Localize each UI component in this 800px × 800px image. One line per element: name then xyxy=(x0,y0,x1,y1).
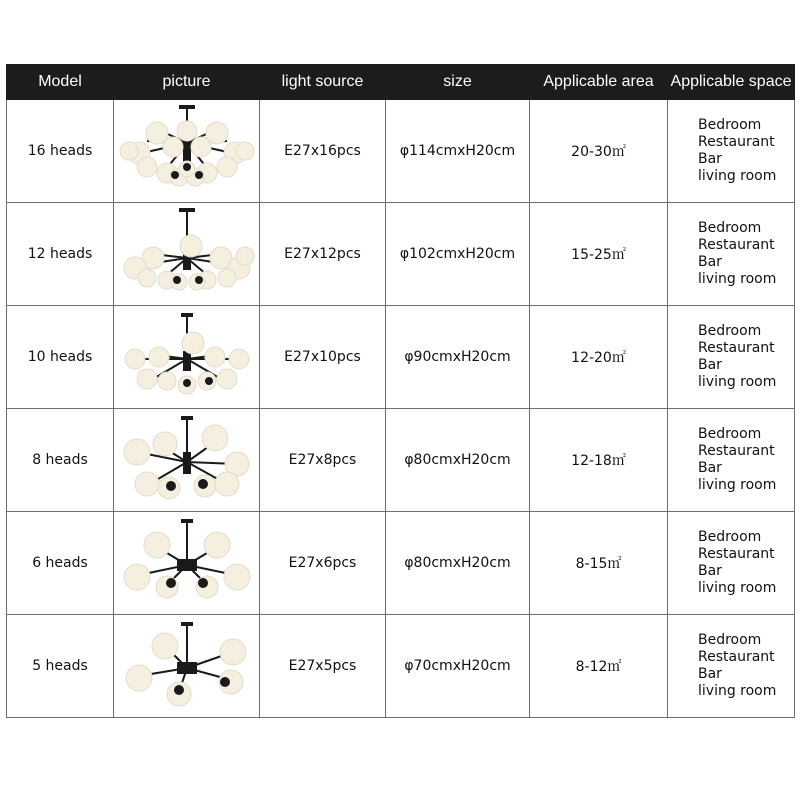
light-source-cell: E27x12pcs xyxy=(260,203,386,306)
space-item: Bedroom xyxy=(698,632,762,648)
picture-cell xyxy=(114,306,260,409)
model-cell: 6 heads xyxy=(7,512,114,615)
area-cell: 15-25㎡ xyxy=(530,203,668,306)
light-source-cell: E27x6pcs xyxy=(260,512,386,615)
chandelier-6-heads-image xyxy=(117,515,257,611)
space-item: Bar xyxy=(698,460,722,476)
light-source-cell: E27x16pcs xyxy=(260,100,386,203)
area-cell: 12-18㎡ xyxy=(530,409,668,512)
light-source-cell: E27x8pcs xyxy=(260,409,386,512)
space-cell xyxy=(668,512,795,615)
space-item: Restaurant xyxy=(698,443,775,459)
size-cell: φ114cmxH20cm xyxy=(386,100,530,203)
space-cell xyxy=(668,409,795,512)
space-item: Bar xyxy=(698,666,722,682)
space-item: Restaurant xyxy=(698,340,775,356)
space-cell xyxy=(668,306,795,409)
table-row xyxy=(7,100,795,203)
header-applicable-area: Applicable area xyxy=(530,65,668,100)
area-cell: 8-15㎡ xyxy=(530,512,668,615)
size-cell: φ70cmxH20cm xyxy=(386,615,530,718)
space-item: Bedroom xyxy=(698,426,762,442)
table-row xyxy=(7,409,795,512)
size-cell: φ80cmxH20cm xyxy=(386,512,530,615)
chandelier-8-heads-image xyxy=(117,412,257,508)
space-item: living room xyxy=(698,683,777,699)
chandelier-10-heads-image xyxy=(117,309,257,405)
model-cell: 5 heads xyxy=(7,615,114,718)
light-source-cell: E27x10pcs xyxy=(260,306,386,409)
header-picture: picture xyxy=(114,65,260,100)
area-cell: 8-12㎡ xyxy=(530,615,668,718)
table-header-row xyxy=(7,65,795,100)
space-item: Bedroom xyxy=(698,529,762,545)
model-cell: 8 heads xyxy=(7,409,114,512)
chandelier-16-heads-image xyxy=(117,103,257,199)
area-cell: 20-30㎡ xyxy=(530,100,668,203)
model-cell: 16 heads xyxy=(7,100,114,203)
space-item: living room xyxy=(698,580,777,596)
table-row xyxy=(7,203,795,306)
space-item: Bedroom xyxy=(698,117,762,133)
space-item: living room xyxy=(698,271,777,287)
product-spec-table xyxy=(6,64,795,718)
header-light-source: light source xyxy=(260,65,386,100)
space-item: Bar xyxy=(698,151,722,167)
table-row xyxy=(7,615,795,718)
header-model: Model xyxy=(7,65,114,100)
header-size: size xyxy=(386,65,530,100)
space-item: living room xyxy=(698,168,777,184)
space-item: Bar xyxy=(698,254,722,270)
picture-cell xyxy=(114,409,260,512)
size-cell: φ80cmxH20cm xyxy=(386,409,530,512)
picture-cell xyxy=(114,203,260,306)
space-item: Bedroom xyxy=(698,220,762,236)
size-cell: φ90cmxH20cm xyxy=(386,306,530,409)
table-row xyxy=(7,512,795,615)
space-item: Bar xyxy=(698,563,722,579)
chandelier-5-heads-image xyxy=(117,618,257,714)
picture-cell xyxy=(114,100,260,203)
space-item: Bar xyxy=(698,357,722,373)
light-source-cell: E27x5pcs xyxy=(260,615,386,718)
chandelier-12-heads-image xyxy=(117,206,257,302)
size-cell: φ102cmxH20cm xyxy=(386,203,530,306)
space-item: Bedroom xyxy=(698,323,762,339)
space-item: living room xyxy=(698,477,777,493)
model-cell: 10 heads xyxy=(7,306,114,409)
space-cell xyxy=(668,100,795,203)
space-item: Restaurant xyxy=(698,649,775,665)
model-cell: 12 heads xyxy=(7,203,114,306)
space-cell xyxy=(668,203,795,306)
area-cell: 12-20㎡ xyxy=(530,306,668,409)
table-row xyxy=(7,306,795,409)
space-item: Restaurant xyxy=(698,546,775,562)
space-item: Restaurant xyxy=(698,237,775,253)
picture-cell xyxy=(114,512,260,615)
picture-cell xyxy=(114,615,260,718)
space-item: living room xyxy=(698,374,777,390)
space-cell xyxy=(668,615,795,718)
space-item: Restaurant xyxy=(698,134,775,150)
header-applicable-space: Applicable space xyxy=(668,65,795,100)
